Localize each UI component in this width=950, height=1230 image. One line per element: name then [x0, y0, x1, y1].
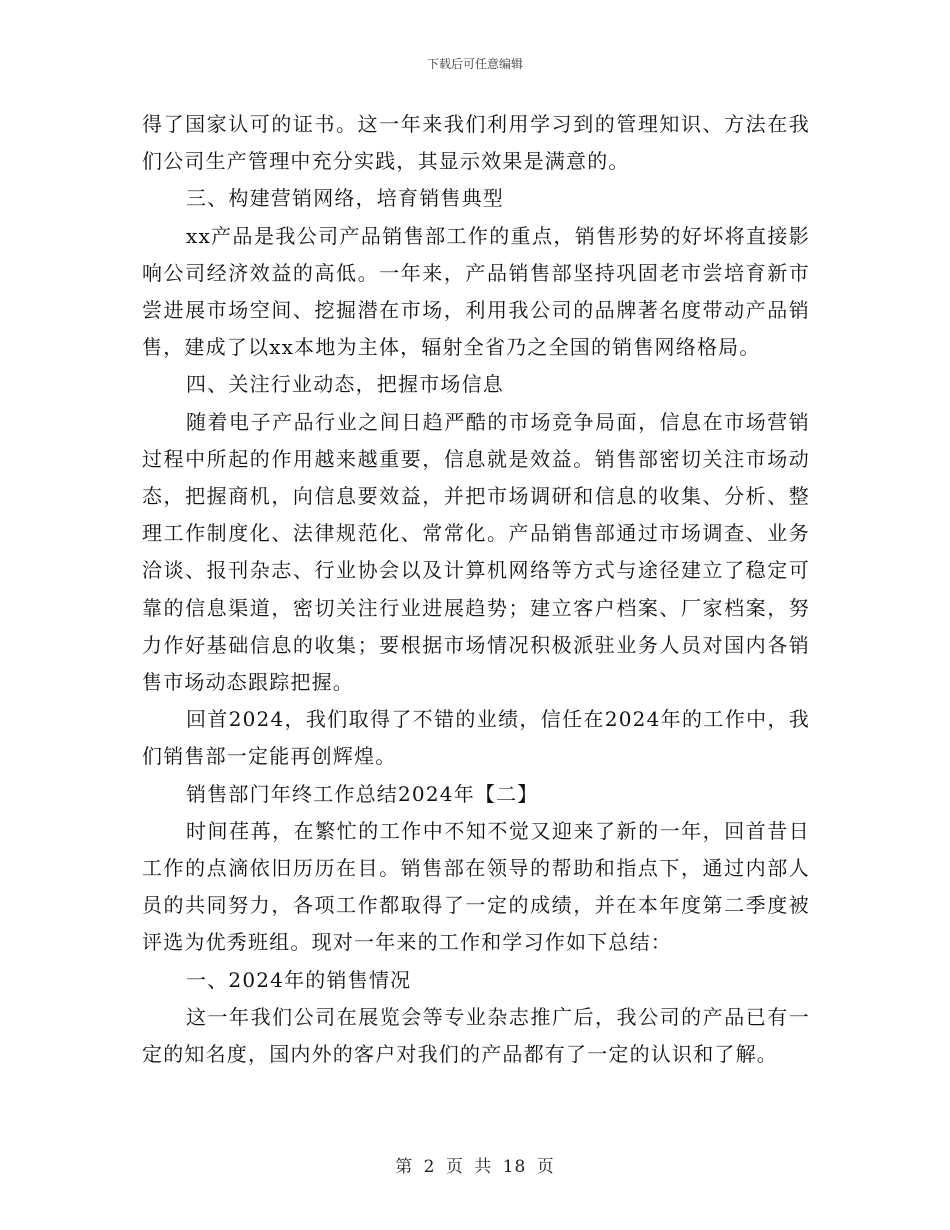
- section-heading-3: 三、构建营销网络，培育销售典型: [186, 186, 504, 211]
- paragraph-intro-part2: 时间荏苒，在繁忙的工作中不知不觉又迎来了新的一年，回首昔日工作的点滴依旧历历在目。销售部在领导的帮助和指点下，通过内部人员的共同努力，各项工作都取得了一定的成绩，并在本年度第二季度被评选为优秀班组。现对一年来的工作和学习作如下总结：: [142, 818, 810, 955]
- section-title-part2: 销售部门年终工作总结2024年【二】: [186, 781, 539, 806]
- page-number-footer: 第 2 页 共 18 页: [395, 1157, 555, 1177]
- document-body: [142, 106, 810, 1073]
- paragraph-sales-situation: 这一年我们公司在展览会等专业杂志推广后，我公司的产品已有一定的知名度，国内外的客户对我们的产品都有了一定的认识和了解。: [142, 1004, 810, 1067]
- section-heading-4: 四、关注行业动态，把握市场信息: [186, 372, 504, 397]
- paragraph-market-info: 随着电子产品行业之间日趋严酷的市场竞争局面，信息在市场营销过程中所起的作用越来越重要，信息就是效益。销售部密切关注市场动态，把握商机，向信息要效益，并把市场调研和信息的收集、分析、整理工作制度化、法律规范化、常常化。产品销售部通过市场调查、业务洽谈、报刊杂志、行业协会以及计算机网络等方式与途径建立了稳定可靠的信息渠道，密切关注行业进展趋势；建立客户档案、厂家档案，努力作好基础信息的收集；要根据市场情况积极派驻业务人员对国内各销售市场动态跟踪把握。: [142, 409, 810, 695]
- paragraph-review: 回首2024，我们取得了不错的业绩，信任在2024年的工作中，我们销售部一定能再创辉煌。: [142, 707, 810, 769]
- header-note: 下载后可任意编辑: [426, 57, 523, 71]
- paragraph-sales-network: xx产品是我公司产品销售部工作的重点，销售形势的好坏将直接影响公司经济效益的高低。一年来，产品销售部坚持巩固老市尝培育新市尝进展市场空间、挖掘潜在市场，利用我公司的品牌著名度带动产品销售，建成了以xx本地为主体，辐射全省乃之全国的销售网络格局。: [142, 223, 810, 360]
- section-heading-1: 一、2024年的销售情况: [186, 967, 412, 992]
- paragraph-continuation: 得了国家认可的证书。这一年来我们利用学习到的管理知识、方法在我们公司生产管理中充分实践，其显示效果是满意的。: [142, 112, 810, 174]
